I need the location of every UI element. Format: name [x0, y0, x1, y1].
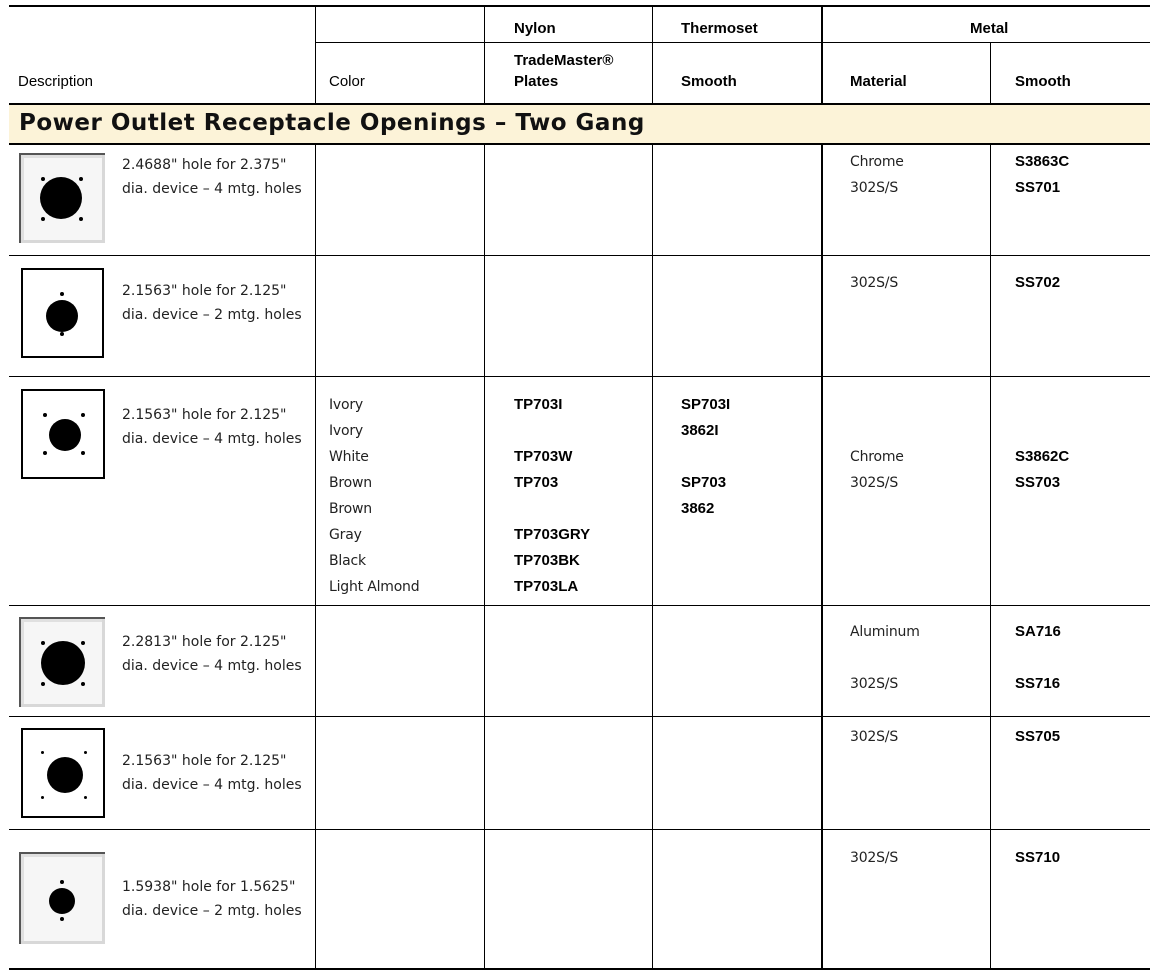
metal-code: [1015, 645, 1061, 671]
metal-code-cell: [1015, 845, 1060, 871]
material-cell: [850, 845, 898, 871]
row-description: [122, 749, 312, 797]
desc-line: 2.1563" hole for 2.125": [122, 753, 287, 769]
material: 302S/S: [850, 180, 899, 196]
desc-line: 1.5938" hole for 1.5625": [122, 879, 296, 895]
header-color: Color: [329, 73, 365, 90]
material-cell: [850, 619, 920, 697]
row-separator: [9, 376, 1150, 377]
thermoset-code: 3862I: [681, 422, 719, 439]
header-metal: Metal: [970, 20, 1009, 37]
thermoset-code: [681, 444, 730, 470]
color-option: White: [329, 449, 369, 465]
desc-line: 2.2813" hole for 2.125": [122, 634, 287, 650]
metal-code: [1015, 418, 1069, 444]
thermoset-code: SP703I: [681, 396, 731, 413]
nylon-code: TP703I: [514, 396, 563, 413]
material-cell: [850, 392, 904, 496]
desc-line: dia. device – 4 mtg. holes: [122, 181, 302, 197]
material: [850, 418, 904, 444]
section-title: Power Outlet Receptacle Openings – Two Gang: [19, 110, 645, 136]
desc-line: 2.1563" hole for 2.125": [122, 283, 287, 299]
material-cell: [850, 724, 898, 750]
color-option: Brown: [329, 475, 372, 491]
color-option: Ivory: [329, 397, 364, 413]
row-description: [122, 153, 312, 201]
col-divider-nylon: [484, 5, 485, 970]
desc-line: 2.1563" hole for 2.125": [122, 407, 287, 423]
row-separator: [9, 255, 1150, 256]
material-cell: [850, 270, 898, 296]
metal-code: SS705: [1015, 728, 1061, 745]
row-description: [122, 630, 312, 678]
header-nylon: Nylon: [514, 20, 556, 37]
metal-code: SS702: [1015, 274, 1061, 291]
col-divider-metal: [821, 5, 823, 970]
material: 302S/S: [850, 676, 899, 692]
color-option: Gray: [329, 527, 362, 543]
color-option: Black: [329, 553, 366, 569]
metal-code: S3862C: [1015, 448, 1070, 465]
nylon-code: TP703: [514, 474, 559, 491]
header-metal-smooth: Smooth: [1015, 73, 1071, 90]
section-header: [9, 103, 1150, 145]
color-cell: [329, 392, 419, 600]
header-trademaster: TradeMaster®: [514, 52, 614, 69]
metal-code: SS703: [1015, 474, 1061, 491]
metal-code: SS716: [1015, 675, 1061, 692]
material: 302S/S: [850, 729, 899, 745]
plate-2-hole-small-icon: [19, 852, 105, 944]
desc-line: dia. device – 4 mtg. holes: [122, 658, 302, 674]
material: Chrome: [850, 449, 904, 465]
metal-code: SS701: [1015, 179, 1061, 196]
material: Chrome: [850, 154, 904, 170]
row-separator: [9, 829, 1150, 830]
col-divider-metal-smooth: [990, 43, 991, 970]
nylon-code: [514, 418, 590, 444]
thermoset-code: SP703: [681, 474, 727, 491]
metal-code: SS710: [1015, 849, 1061, 866]
row-separator: [9, 716, 1150, 717]
desc-line: dia. device – 4 mtg. holes: [122, 777, 302, 793]
nylon-code: TP703GRY: [514, 526, 591, 543]
plate-4-hole-square-icon: [21, 728, 105, 818]
metal-code: [1015, 392, 1069, 418]
color-option: Light Almond: [329, 579, 420, 595]
plate-4-hole-icon: [21, 389, 105, 479]
row-separator: [9, 605, 1150, 606]
header-subrule: [316, 42, 1150, 43]
material: 302S/S: [850, 275, 899, 291]
nylon-code: [514, 496, 590, 522]
header-description: Description: [18, 73, 94, 90]
desc-line: 2.4688" hole for 2.375": [122, 157, 287, 173]
desc-line: dia. device – 4 mtg. holes: [122, 431, 302, 447]
col-divider-thermoset: [652, 5, 653, 970]
header-material: Material: [850, 73, 907, 90]
row-description: [122, 279, 312, 327]
color-option: Brown: [329, 501, 372, 517]
metal-code: SA716: [1015, 623, 1061, 640]
plate-2-hole-icon: [21, 268, 104, 358]
top-rule: [9, 5, 1150, 7]
color-option: Ivory: [329, 423, 364, 439]
nylon-code: TP703LA: [514, 578, 579, 595]
material: Aluminum: [850, 624, 920, 640]
nylon-code: TP703W: [514, 448, 573, 465]
material: 302S/S: [850, 475, 899, 491]
metal-code-cell: [1015, 619, 1061, 697]
material-cell: [850, 149, 904, 201]
metal-code-cell: [1015, 392, 1069, 496]
plate-4-hole-large-icon: [19, 617, 105, 707]
thermoset-code-cell: [681, 392, 730, 522]
desc-line: dia. device – 2 mtg. holes: [122, 903, 302, 919]
col-divider-color: [315, 5, 316, 970]
plate-4-hole-large-icon: [19, 153, 105, 243]
material: 302S/S: [850, 850, 899, 866]
header-plates: Plates: [514, 73, 559, 90]
row-description: [122, 403, 312, 451]
material: [850, 645, 920, 671]
row-description: [122, 875, 312, 923]
nylon-code-cell: [514, 392, 590, 600]
desc-line: dia. device – 2 mtg. holes: [122, 307, 302, 323]
header-thermoset: Thermoset: [681, 20, 758, 37]
nylon-code: TP703BK: [514, 552, 580, 569]
header-thermoset-smooth: Smooth: [681, 73, 737, 90]
metal-code-cell: [1015, 724, 1060, 750]
thermoset-code: 3862: [681, 500, 715, 517]
metal-code-cell: [1015, 149, 1069, 201]
metal-code: S3863C: [1015, 153, 1070, 170]
material: [850, 392, 904, 418]
metal-code-cell: [1015, 270, 1060, 296]
